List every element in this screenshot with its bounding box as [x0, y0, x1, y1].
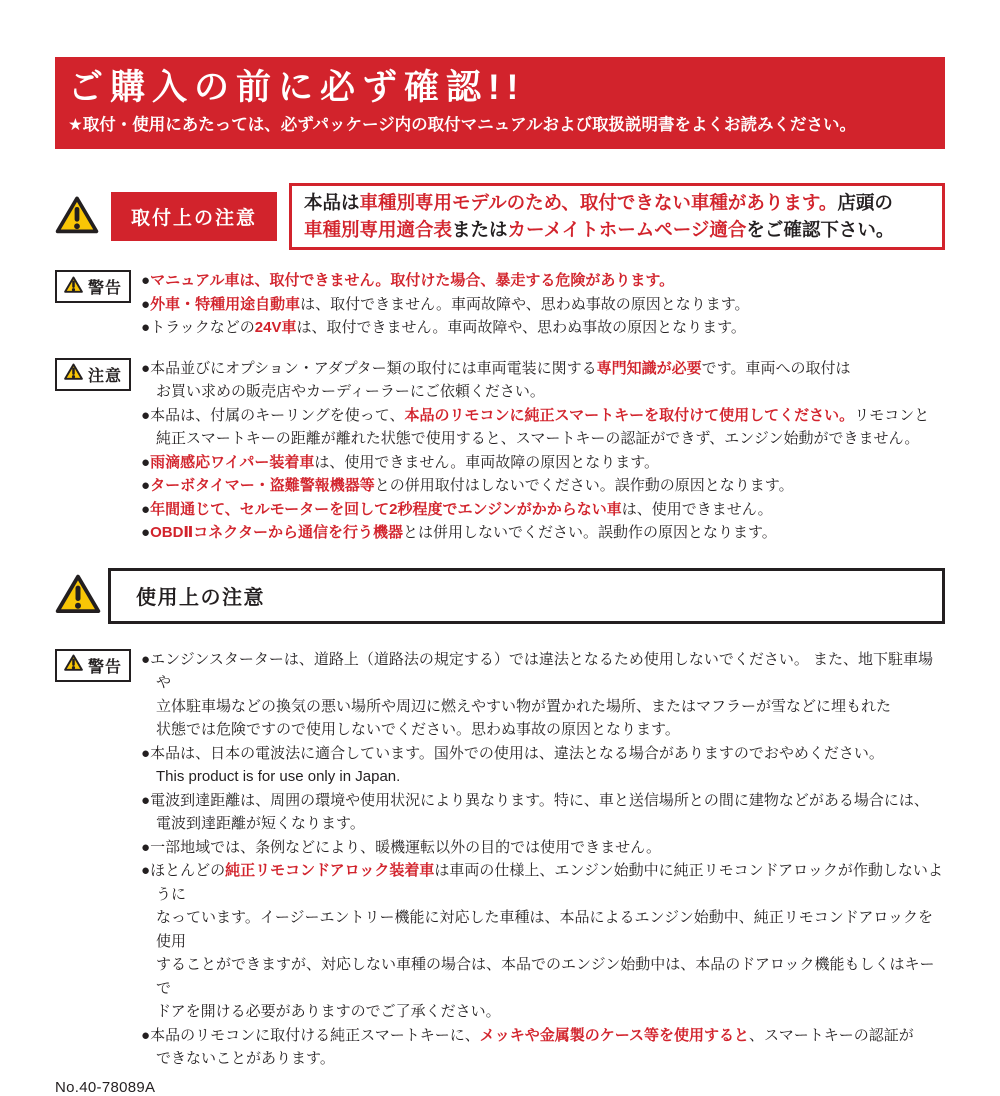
warning-section-install	[55, 269, 945, 340]
warning-bullet: ●電波到達距離は、周囲の環境や使用状況により異なります。特に、車と送信場所との間に建物などがある場合には、 電波到達距離が短くなります。	[141, 791, 929, 832]
warning-bullet: ●ほとんどの純正リモコンドアロック装着車は車両の仕様上、エンジン始動中に純正リモコンドアロックが作動しないように なっています。イージーエントリー機能に対応した車種は、本品によるエンジン始動中、純正リモコンドアロックを使用 することができますが、対応しない車種の場合は、本品でのエンジン始動中は、本品のドアロック機能もしくはキーで ドアを開ける必要がありますのでご了承ください。	[141, 862, 943, 1020]
warning-badge	[55, 649, 131, 682]
warning-triangle-icon	[55, 573, 101, 619]
banner-title: ご購入の前に必ず確認!!	[68, 68, 526, 107]
install-notice-line: 車種別専用適合表またはカーメイトホームページ適合をご確認下さい。	[304, 219, 895, 240]
caution-bullet: ●年間通じて、セルモーターを回して2秒程度でエンジンがかからない車は、使用できません。	[141, 500, 773, 518]
warning-bullet: ●マニュアル車は、取付できません。取付けた場合、暴走する危険があります。	[141, 272, 675, 289]
header-banner	[55, 57, 945, 149]
caution-badge	[55, 358, 131, 391]
warning-bullet: ●外車・特種用途自動車は、取付できません。車両故障や、思わぬ事故の原因となります。	[141, 295, 750, 313]
caution-bullet: ●OBDⅡコネクターから通信を行う機器とは併用しないでください。誤動作の原因となります。	[141, 524, 777, 541]
install-notice-line: 本品は車種別専用モデルのため、取付できない車種があります。店頭の	[304, 192, 893, 213]
warning-bullet: ●トラックなどの24V車は、取付できません。車両故障や、思わぬ事故の原因となります。	[141, 319, 746, 336]
usage-notice-box	[108, 568, 945, 624]
part-number: No.40-78089A	[55, 1078, 156, 1096]
warning-triangle-icon	[64, 276, 83, 298]
caution-badge-label: 注意	[88, 367, 123, 385]
caution-bullet-list	[141, 357, 945, 545]
warning-bullet: ●一部地域では、条例などにより、暖機運転以外の目的では使用できません。	[141, 838, 661, 856]
warning-bullet: ●エンジンスターターは、道路上（道路法の規定する）では違法となるため使用しないでください。 また、地下駐車場や 立体駐車場などの換気の悪い場所や周辺に燃えやすい物が置かれた場所、またはマフラーが雪などに埋もれた 状態では危険ですので使用しないでください。思わぬ事故の原因となります。	[141, 650, 934, 738]
usage-notice-label: 使用上の注意	[136, 587, 265, 609]
warning-triangle-icon	[55, 195, 99, 239]
warning-section-usage	[55, 648, 945, 1071]
usage-notice-section	[55, 568, 945, 624]
warning-bullet: ●本品のリモコンに取付ける純正スマートキーに、メッキや金属製のケース等を使用すると、スマートキーの認証が できないことがあります。	[141, 1026, 914, 1067]
warning-triangle-icon	[64, 363, 83, 385]
warning-badge	[55, 270, 131, 303]
install-notice-section	[55, 183, 945, 250]
warning-bullet: ●本品は、日本の電波法に適合しています。国外での使用は、違法となる場合がありますのでおやめください。 This product is for use only in Japan.	[141, 744, 884, 785]
caution-bullet: ●雨滴感応ワイパー装着車は、使用できません。車両故障の原因となります。	[141, 453, 660, 471]
warning-badge-label: 警告	[88, 280, 123, 297]
warning-triangle-icon	[64, 654, 83, 676]
caution-section	[55, 357, 945, 545]
banner-subtitle: ★取付・使用にあたっては、必ずパッケージ内の取付マニュアルおよび取扱説明書をよくお読みください。	[68, 116, 856, 134]
warning-bullet-list	[141, 269, 945, 340]
install-notice-box	[289, 183, 945, 250]
warning-bullet-list	[141, 648, 945, 1071]
install-notice-label: 取付上の注意	[111, 192, 277, 241]
warning-badge-label: 警告	[88, 658, 123, 676]
caution-bullet: ●本品は、付属のキーリングを使って、本品のリモコンに純正スマートキーを取付けて使用してください。リモコンと 純正スマートキーの距離が離れた状態で使用すると、スマートキーの認証ができず、エンジン始動ができません。	[141, 406, 930, 447]
caution-bullet: ●本品並びにオプション・アダプター類の取付には車両電装に関する専門知識が必要です。車両への取付は お買い求めの販売店やカーディーラーにご依頼ください。	[141, 359, 851, 400]
caution-bullet: ●ターボタイマー・盗難警報機器等との併用取付はしないでください。誤作動の原因となります。	[141, 477, 794, 494]
